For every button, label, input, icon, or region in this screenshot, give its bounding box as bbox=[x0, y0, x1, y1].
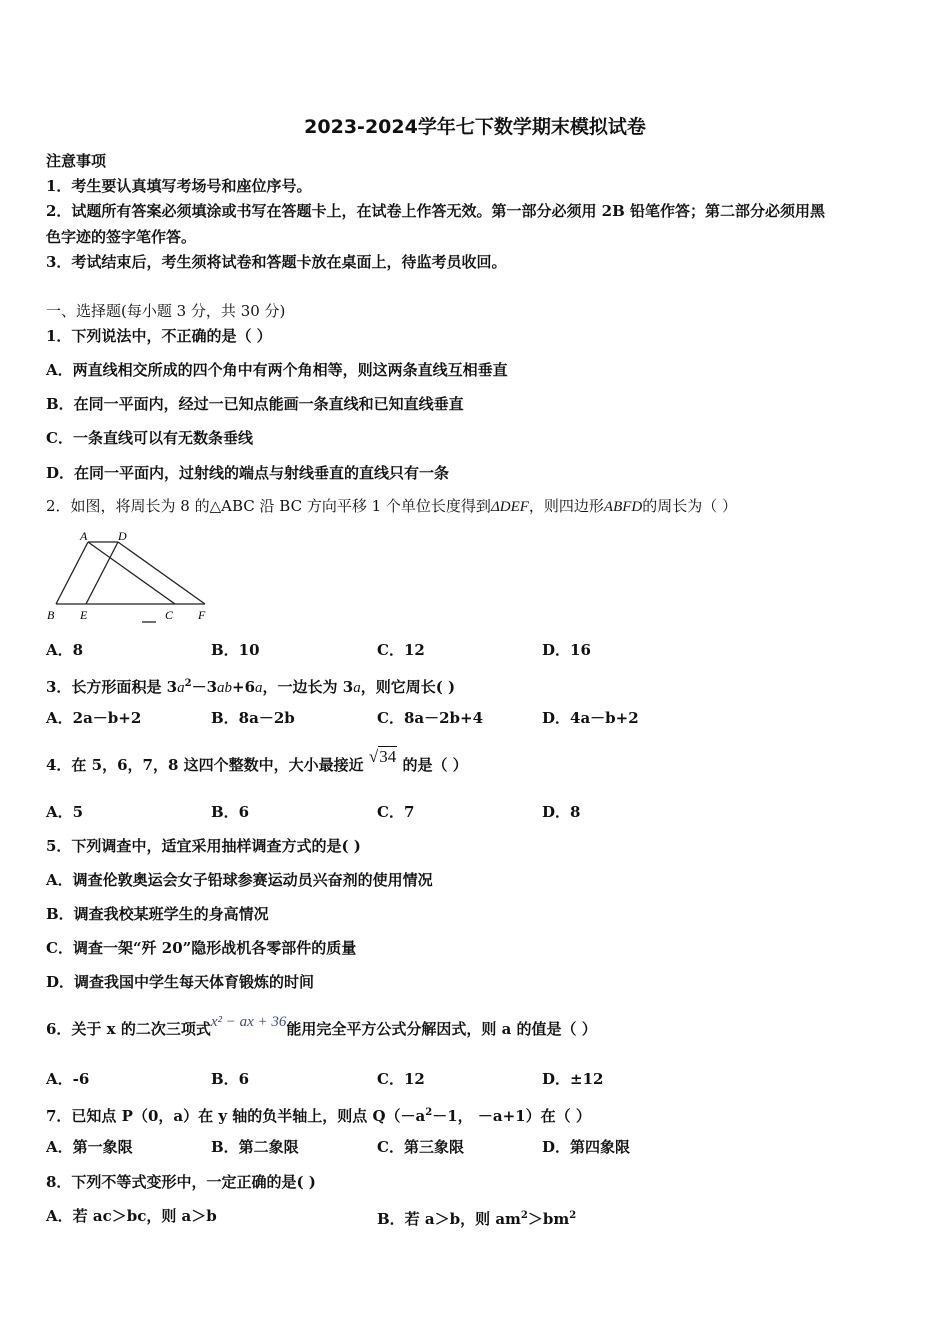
q2-option-b: B．10 bbox=[211, 641, 260, 659]
q5-stem: 5．下列调查中，适宜采用抽样调查方式的是( ) bbox=[46, 837, 361, 855]
notice-item-1: 1．考生要认真填写考场号和座位序号。 bbox=[46, 177, 312, 195]
q3-stem bbox=[46, 674, 455, 698]
page-title: 2023-2024学年七下数学期末模拟试卷 bbox=[304, 116, 646, 138]
sqrt-34: √34 bbox=[368, 747, 397, 766]
label-a: A bbox=[80, 529, 88, 543]
q8-optb-sup1: 2 bbox=[520, 1210, 528, 1221]
notice-item-2: 2．试题所有答案必须填涂或书写在答题卡上，在试卷上作答无效。第一部分必须用 2B 铅笔作答；第二部分必须用黑 bbox=[46, 202, 826, 220]
q3-var-a3: a bbox=[353, 680, 361, 696]
q3-option-a: A．2a－b+2 bbox=[46, 709, 142, 727]
q7-sup: 2 bbox=[425, 1107, 433, 1118]
q1-stem: 1．下列说法中，不正确的是（ ） bbox=[46, 327, 272, 345]
q6-option-c: C．12 bbox=[377, 1070, 425, 1088]
label-c: C bbox=[165, 608, 174, 622]
q4-stem bbox=[46, 747, 468, 775]
q6-text-a: 6．关于 x 的二次三项式 bbox=[46, 1020, 211, 1038]
q6-text-b: 能用完全平方公式分解因式，则 a 的值是（ ） bbox=[286, 1020, 597, 1038]
q8-optb-text-a: B．若 a＞b，则 am bbox=[377, 1210, 521, 1228]
q5-option-a: A．调查伦敦奥运会女子铅球参赛运动员兴奋剂的使用情况 bbox=[46, 871, 433, 889]
label-b: B bbox=[47, 608, 55, 622]
label-e: E bbox=[80, 608, 88, 622]
q1-option-a: A．两直线相交所成的四个角中有两个角相等，则这两条直线互相垂直 bbox=[46, 361, 508, 379]
q2-option-c: C．12 bbox=[377, 641, 425, 659]
q4-option-d: D．8 bbox=[542, 803, 581, 821]
notice-item-2-cont: 色字迹的签字笔作答。 bbox=[46, 228, 197, 246]
q4-option-b: B．6 bbox=[211, 803, 250, 821]
q3-text-e: ，则它周长( ) bbox=[360, 678, 456, 696]
q4-option-c: C．7 bbox=[377, 803, 415, 821]
q2-stem-text-c: 的周长为（ ） bbox=[642, 497, 738, 515]
q6-formula: x² − ax + 36 bbox=[210, 1014, 287, 1030]
q3-text-d: ，一边长为 3 bbox=[262, 678, 354, 696]
q3-var-ab: ab bbox=[217, 680, 233, 696]
q3-option-b: B．8a－2b bbox=[211, 709, 295, 727]
q3-text-a: 3．长方形面积是 3 bbox=[46, 678, 178, 696]
q2-figure bbox=[42, 528, 217, 626]
q2-stem-text-b: ，则四边形 bbox=[528, 497, 604, 515]
section-heading: 一、选择题(每小题 3 分，共 30 分) bbox=[46, 302, 286, 320]
q6-stem bbox=[46, 1014, 597, 1040]
q8-optb-sup2: 2 bbox=[569, 1210, 577, 1221]
q1-option-b: B．在同一平面内，经过一已知点能画一条直线和已知直线垂直 bbox=[46, 395, 464, 413]
q7-option-c: C．第三象限 bbox=[377, 1138, 464, 1156]
q7-text-a: 7．已知点 P（0，a）在 y 轴的负半轴上，则点 Q（－a bbox=[46, 1107, 426, 1125]
q5-option-c: C．调查一架“歼 20”隐形战机各零部件的质量 bbox=[46, 939, 357, 957]
q3-text-b: －3 bbox=[191, 678, 218, 696]
q3-text-c: +6 bbox=[232, 678, 256, 696]
label-f: F bbox=[198, 608, 206, 622]
q7-option-b: B．第二象限 bbox=[211, 1138, 299, 1156]
q2-option-d: D．16 bbox=[542, 641, 591, 659]
q6-option-a: A．-6 bbox=[46, 1070, 90, 1088]
q1-option-c: C．一条直线可以有无数条垂线 bbox=[46, 429, 253, 447]
q5-option-b: B．调查我校某班学生的身高情况 bbox=[46, 905, 269, 923]
q7-option-d: D．第四象限 bbox=[542, 1138, 631, 1156]
q2-math-abfd: ABFD bbox=[603, 499, 643, 515]
label-d: D bbox=[118, 529, 127, 543]
q7-option-a: A．第一象限 bbox=[46, 1138, 133, 1156]
q2-stem-text-a: 2．如图，将周长为 8 的△ABC 沿 BC 方向平移 1 个单位长度得到 bbox=[46, 497, 491, 515]
q8-option-b bbox=[377, 1206, 576, 1229]
q3-var-a2: a bbox=[255, 680, 263, 696]
q4-radicand: 34 bbox=[379, 747, 397, 766]
q5-option-d: D．调查我国中学生每天体育锻炼的时间 bbox=[46, 973, 315, 991]
q8-optb-text-b: ＞bm bbox=[527, 1210, 570, 1228]
q3-var-a1: a bbox=[177, 680, 185, 696]
q4-option-a: A．5 bbox=[46, 803, 84, 821]
q8-option-a: A．若 ac＞bc，则 a＞b bbox=[46, 1207, 217, 1225]
q4-text-b: 的是（ ） bbox=[402, 756, 468, 774]
q3-sup: 2 bbox=[184, 678, 192, 689]
q2-stem bbox=[46, 496, 737, 517]
q6-option-d: D．±12 bbox=[542, 1070, 604, 1088]
q2-math-def: ΔDEF bbox=[490, 499, 529, 515]
q8-stem: 8．下列不等式变形中，一定正确的是( ) bbox=[46, 1173, 316, 1191]
q3-option-c: C．8a－2b+4 bbox=[377, 709, 484, 727]
q3-option-d: D．4a－b+2 bbox=[542, 709, 639, 727]
q2-option-a: A．8 bbox=[46, 641, 84, 659]
q4-text-a: 4．在 5，6，7，8 这四个整数中，大小最接近 bbox=[46, 756, 364, 774]
q7-text-b: －1， －a+1）在（ ） bbox=[432, 1107, 591, 1125]
q6-option-b: B．6 bbox=[211, 1070, 250, 1088]
notice-heading: 注意事项 bbox=[46, 152, 107, 170]
notice-item-3: 3．考试结束后，考生须将试卷和答题卡放在桌面上，待监考员收回。 bbox=[46, 253, 507, 271]
q7-stem bbox=[46, 1103, 591, 1126]
q1-option-d: D．在同一平面内，过射线的端点与射线垂直的直线只有一条 bbox=[46, 464, 450, 482]
